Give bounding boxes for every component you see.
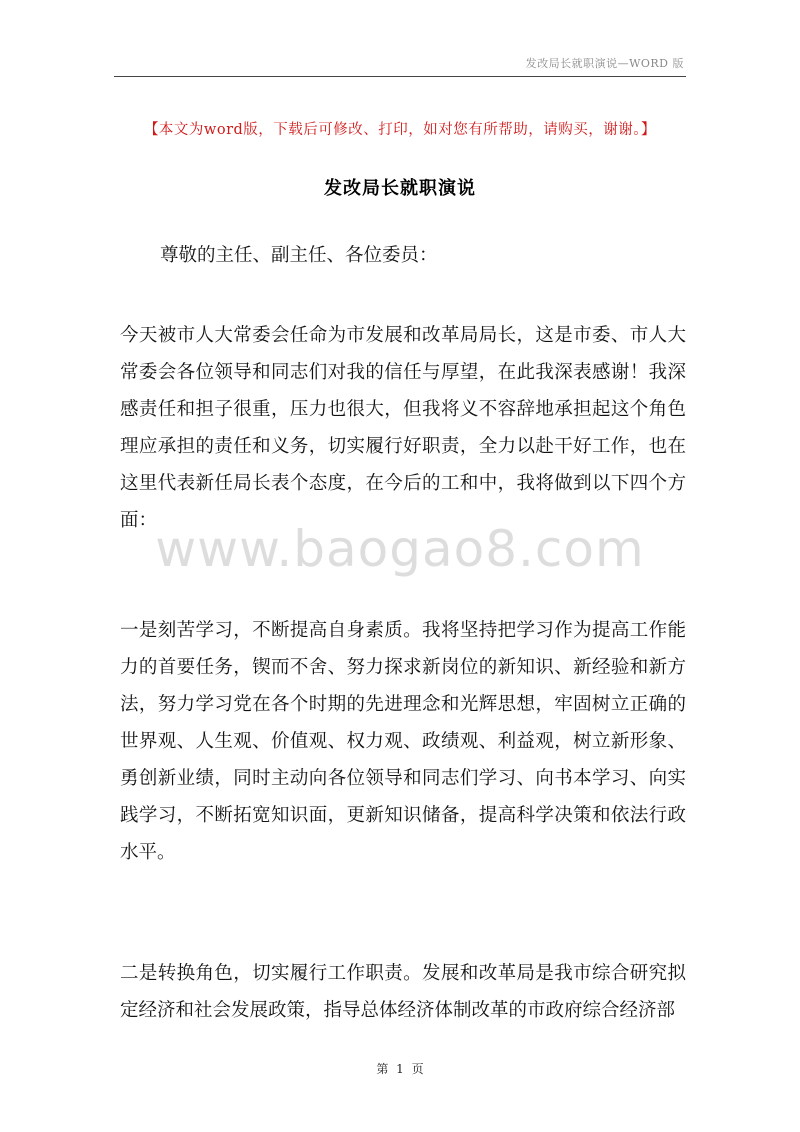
- header-divider: [114, 76, 686, 77]
- paragraph-3: 二是转换角色，切实履行工作职责。发展和改革局是我市综合研究拟定经济和社会发展政策，指导总体经济体制改革的市政府综合经济部: [120, 963, 686, 1021]
- document-title: 发改局长就职演说: [324, 178, 476, 199]
- purchase-notice: 【本文为word版，下载后可修改、打印，如对您有所帮助，请购买，谢谢。】: [143, 122, 657, 138]
- watermark: www.baogao8.com: [155, 520, 645, 578]
- page-number: 第 1 页: [376, 1062, 424, 1076]
- salutation: 尊敬的主任、副主任、各位委员：: [160, 245, 438, 266]
- running-header: 发改局长就职演说—WORD 版: [525, 57, 684, 70]
- paragraph-2: 一是刻苦学习，不断提高自身素质。我将坚持把学习作为提高工作能力的首要任务，锲而不舍、努力探求新岗位的新知识、新经验和新方法，努力学习党在各个时期的先进理念和光辉思想，牢固树立正确的世界观、人生观、价值观、权力观、政绩观、利益观，树立新形象、勇创新业绩，同时主动向各位领导和同志们学习、向书本学习、向实践学习，不断拓宽知识面，更新知识储备，提高科学决策和依法行政水平。: [120, 620, 686, 863]
- paragraph-1: 今天被市人大常委会任命为市发展和改革局局长，这是市委、市人大常委会各位领导和同志们对我的信任与厚望，在此我深表感谢！我深感责任和担子很重，压力也很大，但我将义不容辞地承担起这个角色理应承担的责任和义务，切实履行好职责，全力以赴干好工作，也在这里代表新任局长表个态度，在今后的工和中，我将做到以下四个方面：: [120, 325, 686, 531]
